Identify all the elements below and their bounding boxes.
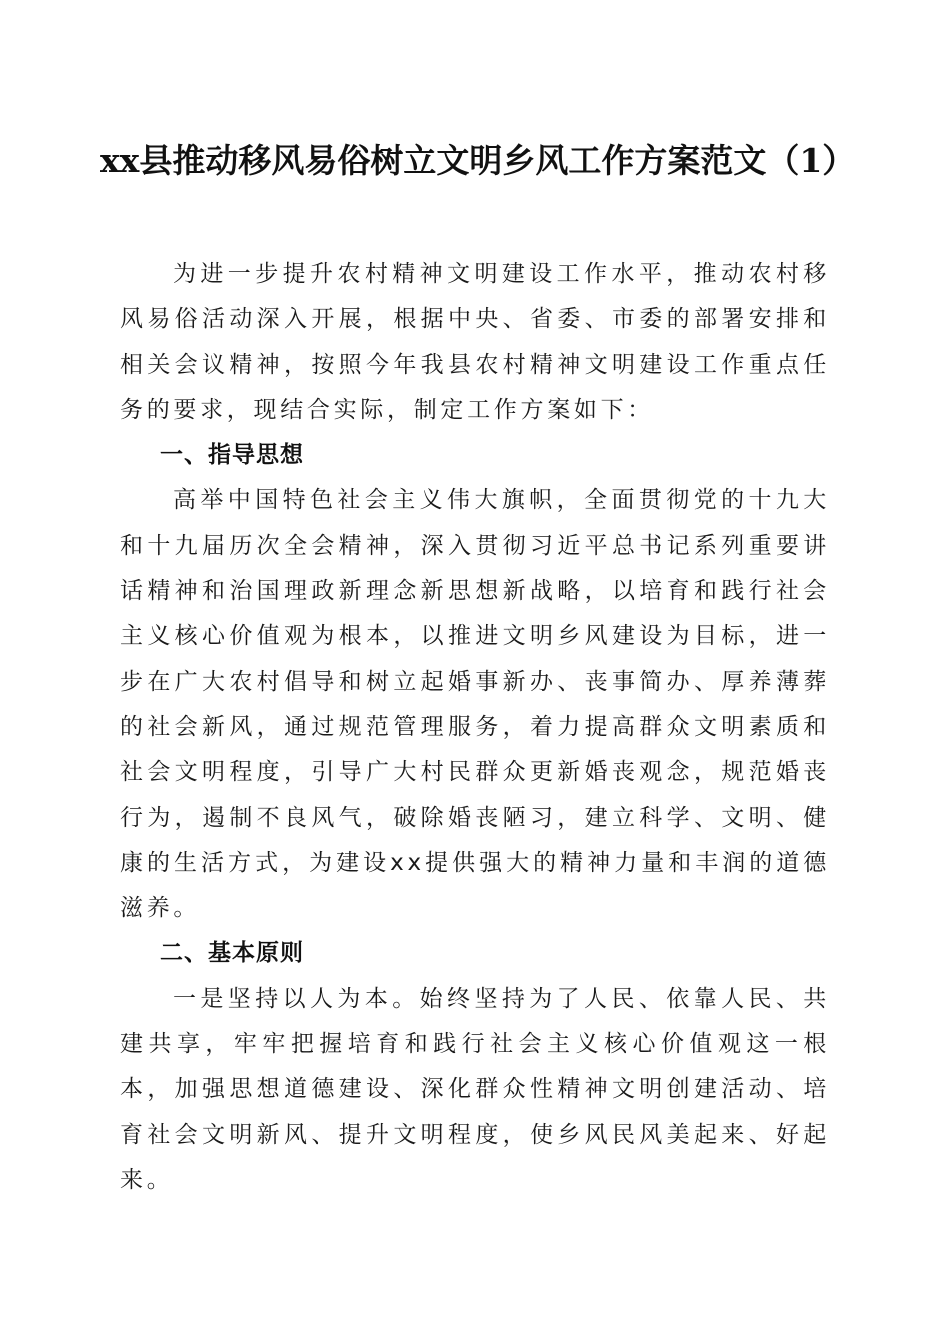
basic-principles-paragraph: 一是坚持以人为本。始终坚持为了人民、依靠人民、共建共享，牢牢把握培育和践行社会主义核心价值观这一根本，加强思想道德建设、深化群众性精神文明创建活动、培育社会文明新风、提升文明程度，使乡风民风美起来、好起来。 <box>120 985 830 1193</box>
guiding-ideology-paragraph: 高举中国特色社会主义伟大旗帜，全面贯彻党的十九大和十九届历次全会精神，深入贯彻习近平总书记系列重要讲话精神和治国理政新理念新思想新战略，以培育和践行社会主义核心价值观为根本，以推进文明乡风建设为目标，进一步在广大农村倡导和树立起婚事新办、丧事简办、厚养薄葬的社会新风，通过规范管理服务，着力提高群众文明素质和社会文明程度，引导广大村民群众更新婚丧观念，规范婚丧行为，遏制不良风气，破除婚丧陋习，建立科学、文明、健康的生活方式，为建设xx提供强大的精神力量和丰润的道德滋养。 <box>120 487 830 922</box>
document-title: xx县推动移风易俗树立文明乡风工作方案范文（1） <box>100 141 856 180</box>
intro-paragraph: 为进一步提升农村精神文明建设工作水平，推动农村移风易俗活动深入开展，根据中央、省委、市委的部署安排和相关会议精神，按照今年我县农村精神文明建设工作重点任务的要求，现结合实际，制定工作方案如下： <box>120 261 830 423</box>
section-heading-basic-principles: 二、基本原则 <box>160 940 304 967</box>
document-body <box>120 252 830 1203</box>
section-heading-guiding-ideology: 一、指导思想 <box>160 442 304 469</box>
